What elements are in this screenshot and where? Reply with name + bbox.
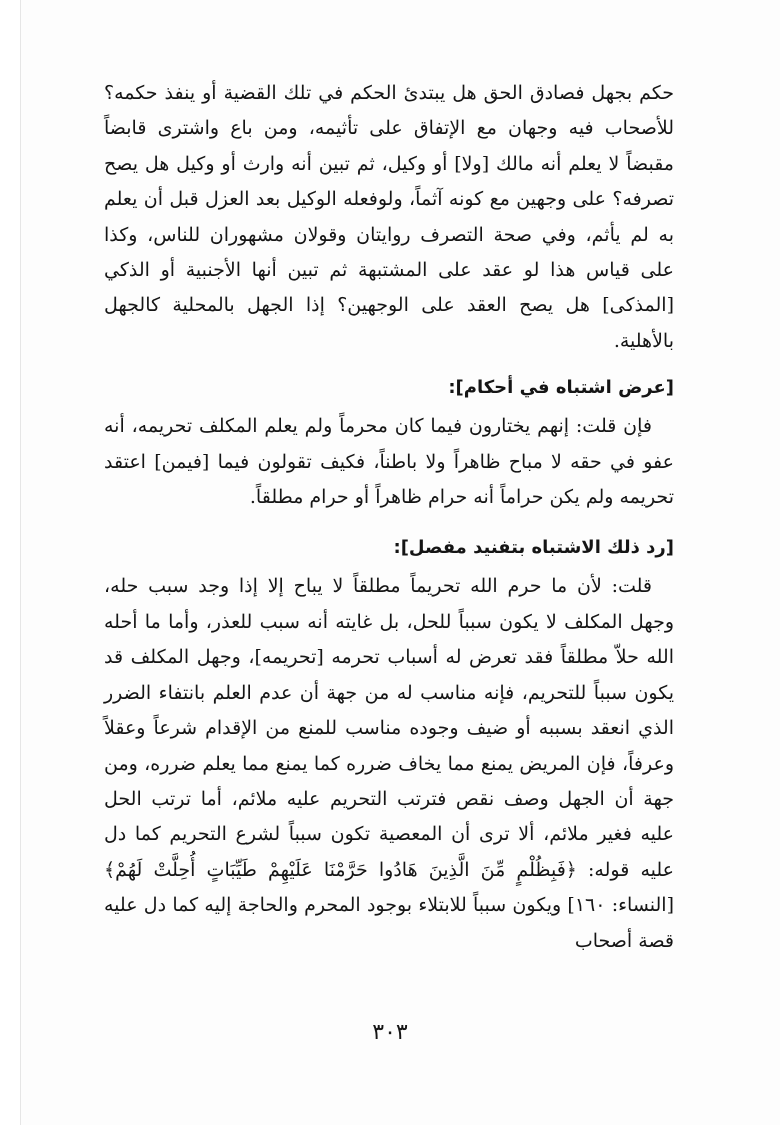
- paragraph-1: حكم بجهل فصادق الحق هل يبتدئ الحكم في تلك القضية أو ينفذ حكمه؟ للأصحاب فيه وجهان مع الإتفاق على تأثيمه، ومن باع واشترى قابضاً مقبضاً لا يعلم أنه مالك [ولا] أو وكيل، ثم تبين أنه وارث أو وكيل هل يصح تصرفه؟ على وجهين مع كونه آثماً، ولوفعله الوكيل بعد العزل قبل أن يعلم به لم يأثم، وفي صحة التصرف روايتان وقولان مشهوران للناس، وكذا على قياس هذا لو عقد على المشتبهة ثم تبين أنها الأجنبية أو الذكي [المذكى] هل يصح العقد على الوجهين؟ إذا الجهل بالمحلية كالجهل بالأهلية.: [104, 82, 674, 352]
- paragraph-3: قلت: لأن ما حرم الله تحريماً مطلقاً لا يباح إلا إذا وجد سبب حله، وجهل المكلف لا يكون سبباً للحل، بل غايته أنه سبب للعذر، وأما ما أحله الله حلاّ مطلقاً فقد تعرض له أسباب تحرمه [تحريمه]، وجهل المكلف قد يكون سبباً للتحريم، فإنه مناسب له من جهة أن عدم العلم بانتفاء الضرر الذي انعقد بسببه أو ضيف وجوده مناسب للمنع من الإقدام شرعاً وعقلاً وعرفاً، فإن المريض يمنع مما يخاف ضرره كما يمنع مما يعلم ضرره، ومن جهة أن الجهل وصف نقص فترتب التحريم عليه ملائم، أما ترتب الحل عليه فغير ملائم، ألا ترى أن المعصية تكون سبباً لشرع التحريم كما دل عليه قوله: ﴿فَبِظُلْمٍ مِّنَ الَّذِينَ هَادُوا حَرَّمْنَا عَلَيْهِمْ طَيِّبَاتٍ أُحِلَّتْ لَهُمْ﴾ [النساء: ١٦٠] ويكون سبباً للابتلاء بوجود المحرم والحاجة إليه كما دل عليه قصة أصحاب: [104, 575, 674, 952]
- paragraph-2: فإن قلت: إنهم يختارون فيما كان محرماً ولم يعلم المكلف تحريمه، أنه عفو في حقه لا مباح ظاهراً ولا باطناً، فكيف تقولون فيما [فيمن] اعتقد تحريمه ولم يكن حراماً أنه حرام ظاهراً أو حرام مطلقاً.: [104, 415, 674, 509]
- page-body: [104, 76, 674, 959]
- section-heading-2: [رد ذلك الاشتباه بتفنيد مفصل]:: [393, 537, 674, 559]
- page-number: ٣٠٣: [372, 1020, 408, 1045]
- section-heading-1: [عرض اشتباه في أحكام]:: [448, 377, 674, 399]
